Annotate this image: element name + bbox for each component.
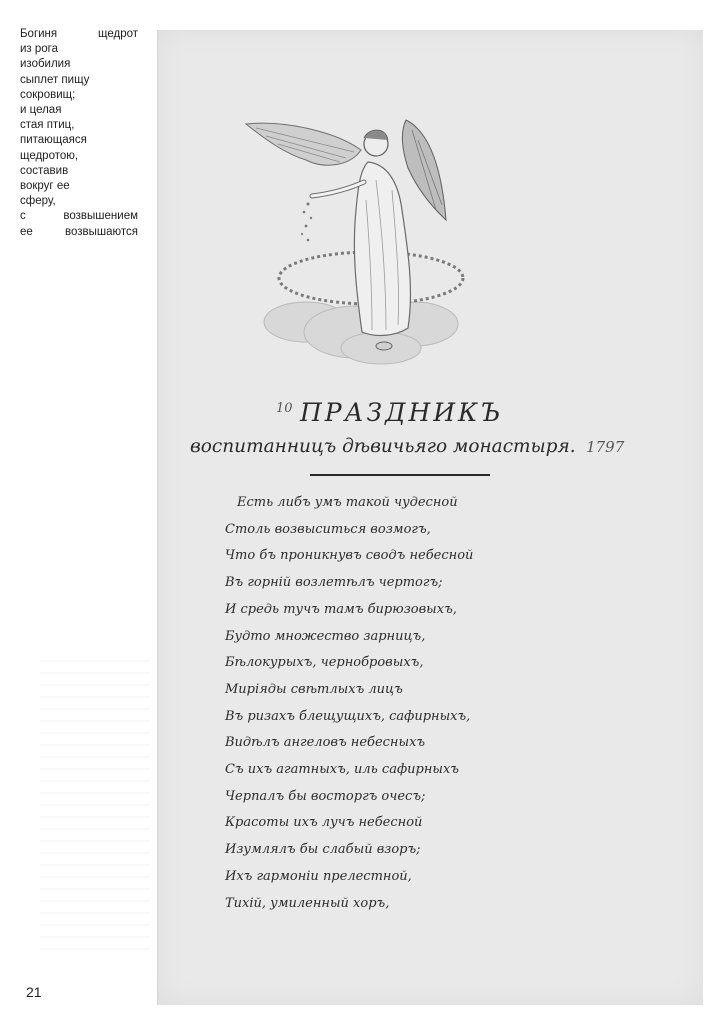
poem-line: Изумлялъ бы слабый взоръ; bbox=[225, 842, 421, 858]
caption-line: с возвышением bbox=[20, 210, 138, 223]
caption-line: вокруг ее bbox=[20, 180, 70, 193]
caption-line: сокровищ; bbox=[20, 88, 76, 101]
page-number: 21 bbox=[26, 984, 42, 1000]
poem-line: Ихъ гармоніи прелестной, bbox=[225, 868, 412, 884]
falling-gifts bbox=[301, 203, 312, 242]
poem-line: Столь возвыситься возмогъ, bbox=[225, 521, 431, 537]
poem-line: Въ ризахъ блещущихъ, сафирныхъ, bbox=[225, 708, 471, 724]
caption-line: Богиня щедрот bbox=[20, 28, 138, 40]
angel-illustration bbox=[236, 110, 484, 390]
poem-line: Съ ихъ агатныхъ, иль сафирныхъ bbox=[225, 762, 459, 778]
poem-line: Будто множество зарницъ, bbox=[225, 628, 426, 644]
caption-line: щедротою, bbox=[20, 149, 79, 162]
caption-line: сферу, bbox=[20, 195, 56, 208]
caption-line: стая птиц, bbox=[20, 119, 75, 132]
caption-line: из рога bbox=[20, 43, 59, 56]
poem-line: И средь тучъ тамъ бирюзовыхъ, bbox=[225, 601, 457, 617]
caption-line: составив bbox=[20, 164, 69, 177]
show-through-texture bbox=[40, 650, 150, 950]
caption-line: изобилия bbox=[20, 58, 71, 71]
caption-line: питающаяся bbox=[20, 134, 87, 147]
pencil-number: 10 bbox=[276, 401, 293, 416]
poem-line: Видѣлъ ангеловъ небесныхъ bbox=[225, 735, 426, 751]
poem-line: Черпалъ бы восторгъ очесъ; bbox=[225, 788, 426, 804]
poem-line: Есть либъ умъ такой чудесной bbox=[237, 495, 458, 510]
year-note: 1797 bbox=[586, 438, 625, 456]
caption-line: ее возвышаются bbox=[20, 225, 138, 238]
poem-line: Красоты ихъ лучъ небесной bbox=[225, 815, 423, 831]
title-divider bbox=[310, 474, 490, 476]
poem-line: Миріяды свѣтлыхъ лицъ bbox=[225, 681, 403, 697]
manuscript-subtitle: воспитанницъ дѣвичьяго монастыря. bbox=[190, 436, 576, 457]
poem bbox=[225, 490, 545, 917]
poem-line: Бѣлокурыхъ, чернобровыхъ, bbox=[225, 655, 424, 671]
manuscript-title: ПРАЗДНИКЪ bbox=[300, 398, 504, 427]
caption-line: и целая bbox=[20, 104, 62, 117]
subtitle-row bbox=[190, 436, 624, 457]
poem-line: Въ горній возлетѣлъ чертогъ; bbox=[225, 575, 443, 591]
caption-line: сыплет пищу bbox=[20, 73, 90, 86]
poem-line: Что бъ проникнувъ сводъ небесной bbox=[225, 548, 474, 564]
caption-text bbox=[20, 27, 138, 240]
poem-line: Тихій, умиленный хоръ, bbox=[225, 895, 390, 911]
